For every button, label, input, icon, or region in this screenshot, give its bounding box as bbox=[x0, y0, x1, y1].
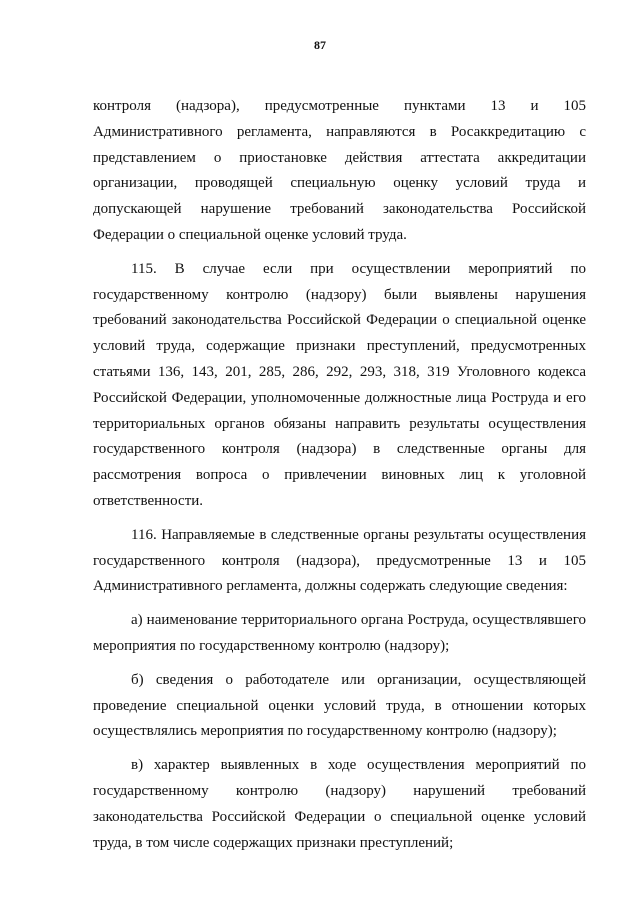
list-item-a: а) наименование территориального органа Роструда, осуществлявшего мероприятия по государственному контролю (надзору); bbox=[93, 612, 586, 654]
page-number: 87 bbox=[314, 38, 326, 52]
list-item-v: в) характер выявленных в ходе осуществления мероприятий по государственному контролю (надзору) нарушений требований законодательства Российской Федерации о специальной оценке условий труда, в том числе содержащих признаки преступлений; bbox=[93, 757, 586, 851]
paragraph-continuation: контроля (надзора), предусмотренные пунктами 13 и 105 Административного регламента, направляются в Росаккредитацию с представлением о приостановке действия аттестата аккредитации организации, проводящей специальную оценку условий труда и допускающей нарушение требований законодательства Российской Федерации о специальной оценке условий труда. bbox=[93, 98, 586, 243]
document-body bbox=[93, 94, 586, 856]
paragraph-115: 115. В случае если при осуществлении мероприятий по государственному контролю (надзору) были выявлены нарушения требований законодательства Российской Федерации о специальной оценке условий труда, содержащие признаки преступлений, предусмотренных статьями 136, 143, 201, 285, 286, 292, 293, 318, 319 Уголовного кодекса Российской Федерации, уполномоченные должностные лица Роструда и его территориальных органов обязаны направить результаты осуществления государственного контроля (надзора) в следственные органы для рассмотрения вопроса о привлечении виновных лиц к уголовной ответственности. bbox=[93, 260, 586, 509]
paragraph-116: 116. Направляемые в следственные органы результаты осуществления государственного контроля (надзора), предусмотренные 13 и 105 Административного регламента, должны содержать следующие сведения: bbox=[93, 526, 586, 595]
list-item-b: б) сведения о работодателе или организации, осуществляющей проведение специальной оценки условий труда, в отношении которых осуществлялись мероприятия по государственному контролю (надзору); bbox=[93, 671, 586, 740]
